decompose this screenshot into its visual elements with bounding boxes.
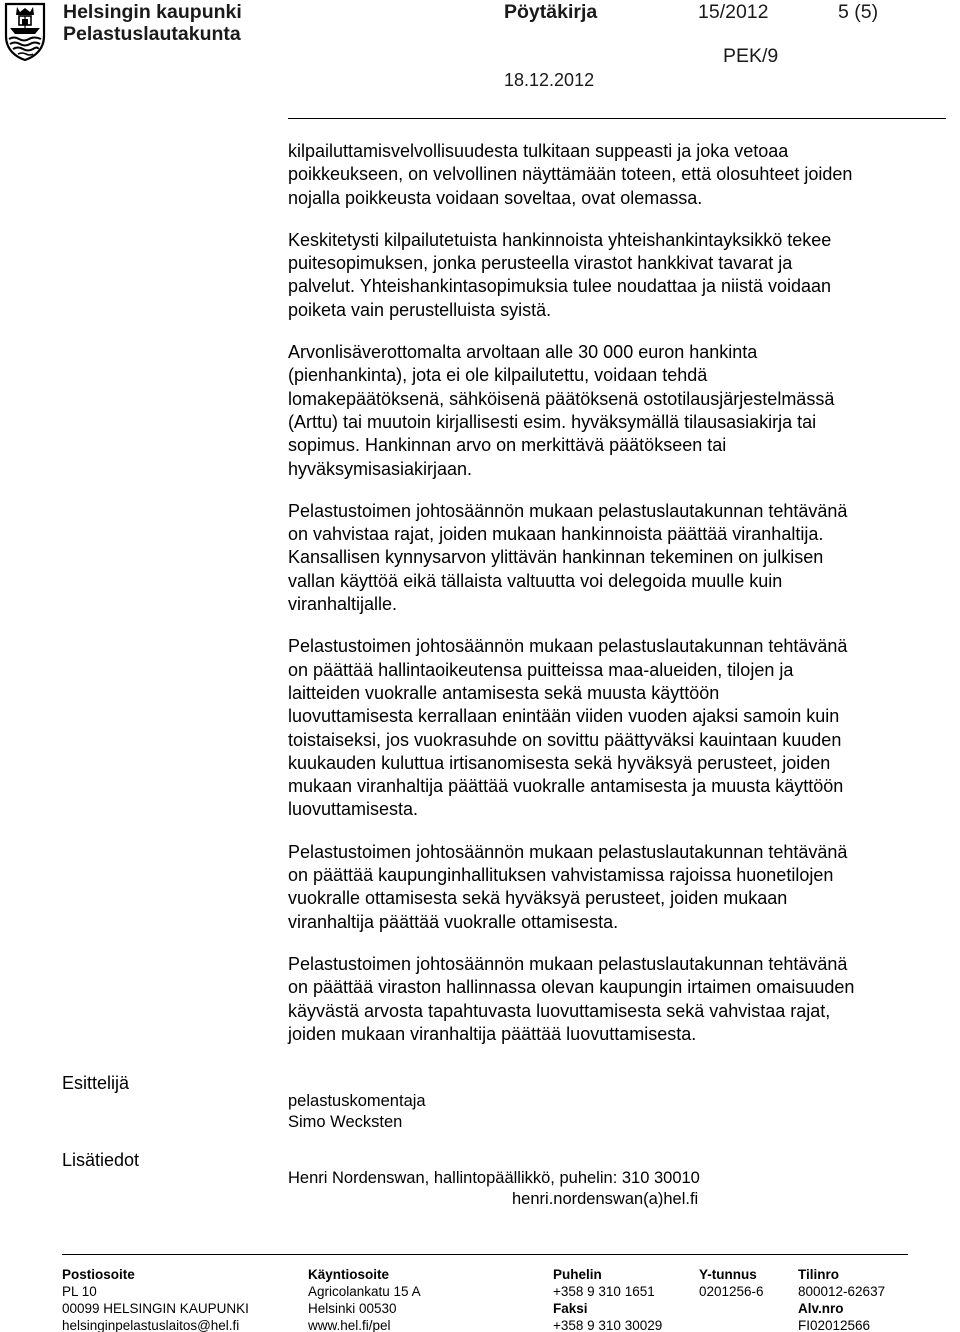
footer-email: helsinginpelastuslaitos@hel.fi bbox=[62, 1318, 240, 1332]
organization-name: Helsingin kaupunki bbox=[63, 1, 242, 23]
contact-person: Henri Nordenswan, hallintopäällikkö, puhelin: 310 30010 bbox=[288, 1169, 700, 1187]
text-line: Pelastustoimen johtosäännön mukaan pelastuslautakunnan tehtävänä bbox=[288, 500, 848, 521]
paragraph bbox=[288, 635, 948, 821]
text-line: joiden mukaan viranhaltija päättää luovuttamisesta. bbox=[288, 1023, 697, 1044]
presenter-title: pelastuskomentaja bbox=[288, 1092, 426, 1110]
text-line: Keskitetysti kilpailutetuista hankinnoista yhteishankintayksikkö tekee bbox=[288, 229, 832, 250]
footer-business-id bbox=[699, 1266, 764, 1300]
page-number: 5 (5) bbox=[838, 1, 879, 23]
text-line: on vahvistaa rajat, joiden mukaan hankinnoista päättää viranhaltija. bbox=[288, 524, 824, 545]
footer-value: 0201256-6 bbox=[699, 1284, 764, 1299]
text-line: Arvonlisäverottomalta arvoltaan alle 30 000 euron hankinta bbox=[288, 342, 758, 363]
text-line: Pelastustoimen johtosäännön mukaan pelastuslautakunnan tehtävänä bbox=[288, 636, 848, 657]
document-number: 15/2012 bbox=[698, 1, 769, 23]
presenter-block bbox=[288, 1091, 426, 1133]
footer-heading: Alv.nro bbox=[798, 1301, 844, 1316]
footer-heading: Tilinro bbox=[798, 1267, 840, 1282]
contact-block bbox=[288, 1168, 700, 1210]
case-reference: PEK/9 bbox=[723, 45, 779, 67]
footer-account bbox=[798, 1266, 885, 1332]
text-line: (Arttu) tai muutoin kirjallisesti esim. hyväksymällä tilausasiakirja tai bbox=[288, 411, 817, 432]
document-body bbox=[288, 140, 948, 1065]
text-line: puitesopimuksen, jonka perusteella virastot hankkivat tavarat ja bbox=[288, 253, 793, 274]
contact-email: henri.nordenswan(a)hel.fi bbox=[512, 1190, 699, 1208]
footer-heading: Y-tunnus bbox=[699, 1267, 757, 1282]
presenter-name: Simo Wecksten bbox=[288, 1113, 403, 1131]
meeting-date: 18.12.2012 bbox=[504, 70, 595, 90]
text-line: vallan käyttöä eikä tällaista valtuutta voi delegoida muulle kuin bbox=[288, 570, 783, 591]
text-line: Pelastustoimen johtosäännön mukaan pelastuslautakunnan tehtävänä bbox=[288, 953, 848, 974]
text-line: mukaan viranhaltija päättää vuokralle antamisesta ja muusta käyttöön bbox=[288, 776, 844, 797]
text-line: on päättää hallintaoikeutensa puitteissa maa-alueiden, tilojen ja bbox=[288, 659, 794, 680]
text-line: (pienhankinta), jota ei ole kilpailutettu, voidaan tehdä bbox=[288, 365, 708, 386]
footer-value: Agricolankatu 15 A bbox=[308, 1284, 421, 1299]
presenter-label: Esittelijä bbox=[62, 1073, 130, 1093]
footer-value: 800012-62637 bbox=[798, 1284, 886, 1299]
footer-value: Helsinki 00530 bbox=[308, 1301, 397, 1316]
text-line: vuokralle ottamisesta sekä hyväksyä perusteet, joiden mukaan bbox=[288, 888, 788, 909]
footer-phone bbox=[553, 1266, 662, 1332]
header-divider bbox=[288, 118, 946, 119]
footer-value: +358 9 310 1651 bbox=[553, 1284, 655, 1299]
footer-heading: Faksi bbox=[553, 1301, 588, 1316]
unit-name: Pelastuslautakunta bbox=[63, 23, 241, 45]
text-line: kuukauden kuluttua irtisanomisesta sekä hyväksyä perusteet, joiden bbox=[288, 752, 831, 773]
text-line: poiketa vain perustelluista syistä. bbox=[288, 299, 552, 320]
text-line: on päättää kaupunginhallituksen vahvistamissa rajoissa huonetilojen bbox=[288, 865, 834, 886]
footer-divider bbox=[62, 1254, 908, 1255]
more-info-label: Lisätiedot bbox=[62, 1150, 140, 1170]
footer-heading: Käyntiosoite bbox=[308, 1267, 390, 1282]
footer-value: FI02012566 bbox=[798, 1318, 871, 1332]
text-line: sopimus. Hankinnan arvo on merkittävä päätökseen tai bbox=[288, 435, 727, 456]
footer-value: +358 9 310 30029 bbox=[553, 1318, 663, 1332]
helsinki-crest-logo bbox=[4, 2, 46, 62]
paragraph bbox=[288, 500, 948, 616]
text-line: hyväksymisasiakirjaan. bbox=[288, 458, 473, 479]
paragraph bbox=[288, 140, 948, 210]
text-line: käyvästä arvosta tapahtuvasta luovuttamisesta sekä vahvistaa rajat, bbox=[288, 1000, 831, 1021]
document-type: Pöytäkirja bbox=[504, 1, 598, 23]
text-line: luovuttamisesta. bbox=[288, 799, 419, 820]
footer-postal-address bbox=[62, 1266, 249, 1332]
text-line: Pelastustoimen johtosäännön mukaan pelastuslautakunnan tehtävänä bbox=[288, 841, 848, 862]
paragraph bbox=[288, 341, 948, 481]
text-line: poikkeukseen, on velvollinen näyttämään toteen, että olosuhteet joiden bbox=[288, 164, 853, 185]
paragraph bbox=[288, 953, 948, 1046]
footer-value: 00099 HELSINGIN KAUPUNKI bbox=[62, 1301, 249, 1316]
text-line: nojalla poikkeusta voidaan soveltaa, ovat olemassa. bbox=[288, 187, 703, 208]
footer-visiting-address bbox=[308, 1266, 421, 1332]
paragraph bbox=[288, 229, 948, 322]
text-line: luovuttamisesta kerrallaan enintään viiden vuoden ajaksi samoin kuin bbox=[288, 706, 840, 727]
footer-heading: Postiosoite bbox=[62, 1267, 135, 1282]
footer-heading: Puhelin bbox=[553, 1267, 602, 1282]
footer-value: PL 10 bbox=[62, 1284, 97, 1299]
paragraph bbox=[288, 841, 948, 934]
text-line: kilpailuttamisvelvollisuudesta tulkitaan suppeasti ja joka vetoaa bbox=[288, 141, 789, 161]
text-line: palvelut. Yhteishankintasopimuksia tulee noudattaa ja niistä voidaan bbox=[288, 276, 832, 297]
text-line: toistaiseksi, jos vuokrasuhde on sovittu päättyväksi kauintaan kuuden bbox=[288, 729, 842, 750]
footer-website: www.hel.fi/pel bbox=[308, 1318, 391, 1332]
text-line: laitteiden vuokralle antamisesta sekä muusta käyttöön bbox=[288, 682, 720, 703]
text-line: lomakepäätöksenä, sähköisenä päätöksenä ostotilausjärjestelmässä bbox=[288, 388, 835, 409]
text-line: viranhaltija päättää vuokralle ottamisesta. bbox=[288, 911, 619, 932]
text-line: Kansallisen kynnysarvon ylittävän hankinnan tekeminen on julkisen bbox=[288, 547, 824, 568]
text-line: viranhaltijalle. bbox=[288, 594, 398, 615]
text-line: on päättää viraston hallinnassa olevan kaupungin irtaimen omaisuuden bbox=[288, 977, 855, 998]
